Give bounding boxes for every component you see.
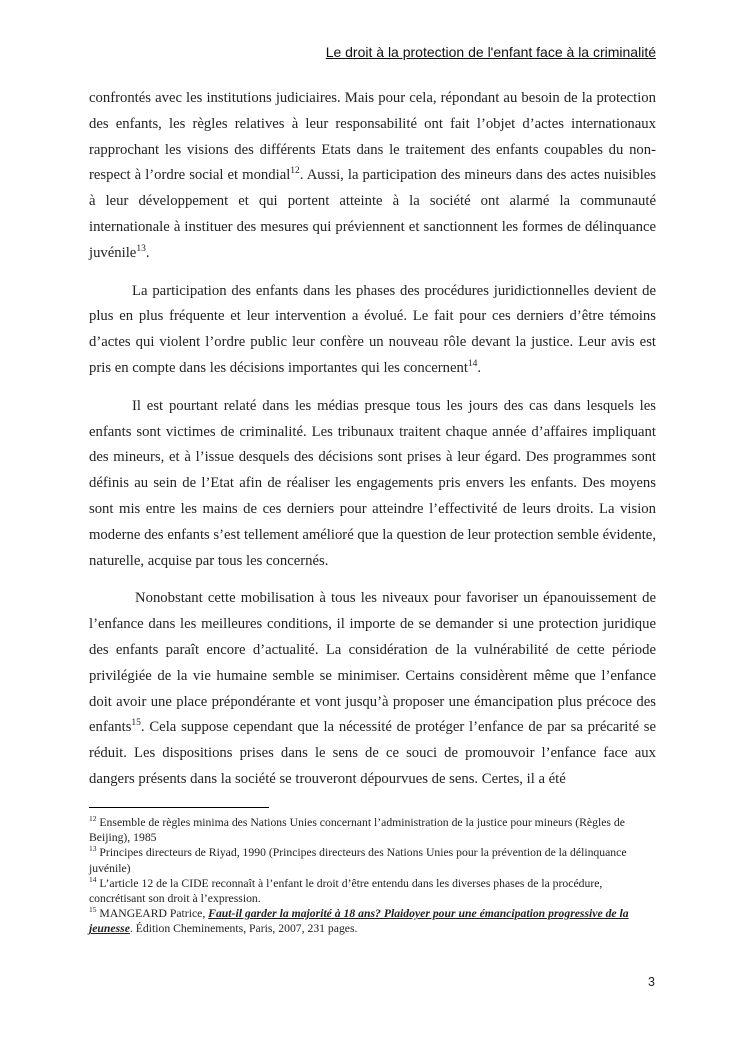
paragraph-1-text-c: . <box>145 244 150 261</box>
footnote-15 <box>89 906 656 936</box>
footnote-12 <box>89 815 656 845</box>
footnote-author: MANGEARD Patrice, <box>96 907 209 921</box>
footnote-book-title[interactable]: Faut-il garder la majorité à 18 ans? Plaidoyer pour une émancipation progressive de la jeunesse <box>89 907 629 936</box>
paragraph-3-text: Il est pourtant relaté dans les médias presque tous les jours des cas dans lesquels les enfants sont victimes de criminalité. Les tribunaux traitent chaque année d’affaires impliquant des mineurs, et à l’issue desquels des décisions sont prises à leur égard. Des programmes sont définis au sein de l’Etat afin de réaliser les engagements pris envers les enfants. Des moyens sont mis entre les mains de ces derniers pour atteindre l’effectivité de leurs droits. La vision moderne des enfants s’est tellement amélioré que la question de leur protection semble évidente, naturelle, acquise par tous les concernés. <box>89 397 656 569</box>
footnote-ref-13[interactable]: 13 <box>136 243 146 254</box>
paragraph-2-text-a: La participation des enfants dans les phases des procédures juridictionnelles devient de plus en plus fréquente et leur intervention a évolué. Le fait pour ces derniers d’être témoins d’actes qui violent l’ordre public leur confère un nouveau rôle devant la justice. Leur avis est pris en compte dans les décisions importantes qui les concernent <box>89 282 656 376</box>
paragraph-3 <box>89 394 656 575</box>
footnote-publisher: . Édition Cheminements, Paris, 2007, 231 pages. <box>129 922 358 936</box>
paragraph-4-text-a: Nonobstant cette mobilisation à tous les niveaux pour favoriser un épanouissement de l’enfance dans les meilleures conditions, il importe de se demander si une protection juridique des enfants paraît encore d’actualité. La considération de la vulnérabilité de cette période privilégiée de la vie humaine semble se minimiser. Certains considèrent même que l’enfance doit avoir une place prépondérante et vont jusqu’à proposer une émancipation plus précoce des enfants <box>89 590 656 736</box>
footnote-number: 12 <box>89 814 97 824</box>
footnote-separator <box>89 807 269 808</box>
footnote-13 <box>89 845 656 875</box>
footnotes <box>89 815 656 937</box>
paragraph-2 <box>89 279 656 382</box>
footnote-text: Principes directeurs de Riyad, 1990 (Principes directeurs des Nations Unies pour la prévention de la délinquance juvénile) <box>89 846 627 875</box>
footnote-number: 14 <box>89 874 97 884</box>
footnote-ref-15[interactable]: 15 <box>131 718 141 729</box>
footnote-ref-12[interactable]: 12 <box>290 166 300 177</box>
paragraph-2-text-b: . <box>477 359 482 376</box>
running-header: Le droit à la protection de l'enfant face à la criminalité <box>325 44 656 60</box>
paragraph-4-text-b: . Cela suppose cependant que la nécessité de protéger l’enfance de par sa précarité se réduit. Les dispositions prises dans le sens de ce souci de promouvoir l’enfance face aux dangers présents dans la société se trouveront dépourvues de sens. Certes, il a été <box>89 719 656 787</box>
page-number: 3 <box>648 975 655 989</box>
paragraph-1-text-a: confrontés avec les institutions judiciaires. Mais pour cela, répondant au besoin de la protection des enfants, les règles relatives à leur responsabilité ont fait l’objet d’actes internationaux rapprochant les visions des différents Etats dans le traitement des enfants coupables du non-respect à l’ordre social et mondial <box>89 90 656 184</box>
footnote-text: L’article 12 de la CIDE reconnaît à l’enfant le droit d’être entendu dans les diverses phases de la procédure, concrétisant son droit à l’expression. <box>89 876 603 906</box>
paragraph-4 <box>89 586 656 792</box>
footnote-ref-14[interactable]: 14 <box>467 359 478 370</box>
footnote-text: Ensemble de règles minima des Nations Unies concernant l’administration de la justice pour mineurs (Règles de Beijing), 1985 <box>89 816 625 845</box>
footnote-number: 15 <box>89 905 97 915</box>
footnote-14 <box>89 876 656 906</box>
footnote-number: 13 <box>89 844 97 854</box>
body-text <box>89 86 656 805</box>
paragraph-1-text-b: . Aussi, la participation des mineurs dans des actes nuisibles à leur développement et qui portent atteinte à la société ont alarmé la communauté internationale à instituer des mesures qui préviennent et sanctionnent les formes de délinquance juvénile <box>89 167 657 261</box>
paragraph-1 <box>89 86 656 267</box>
